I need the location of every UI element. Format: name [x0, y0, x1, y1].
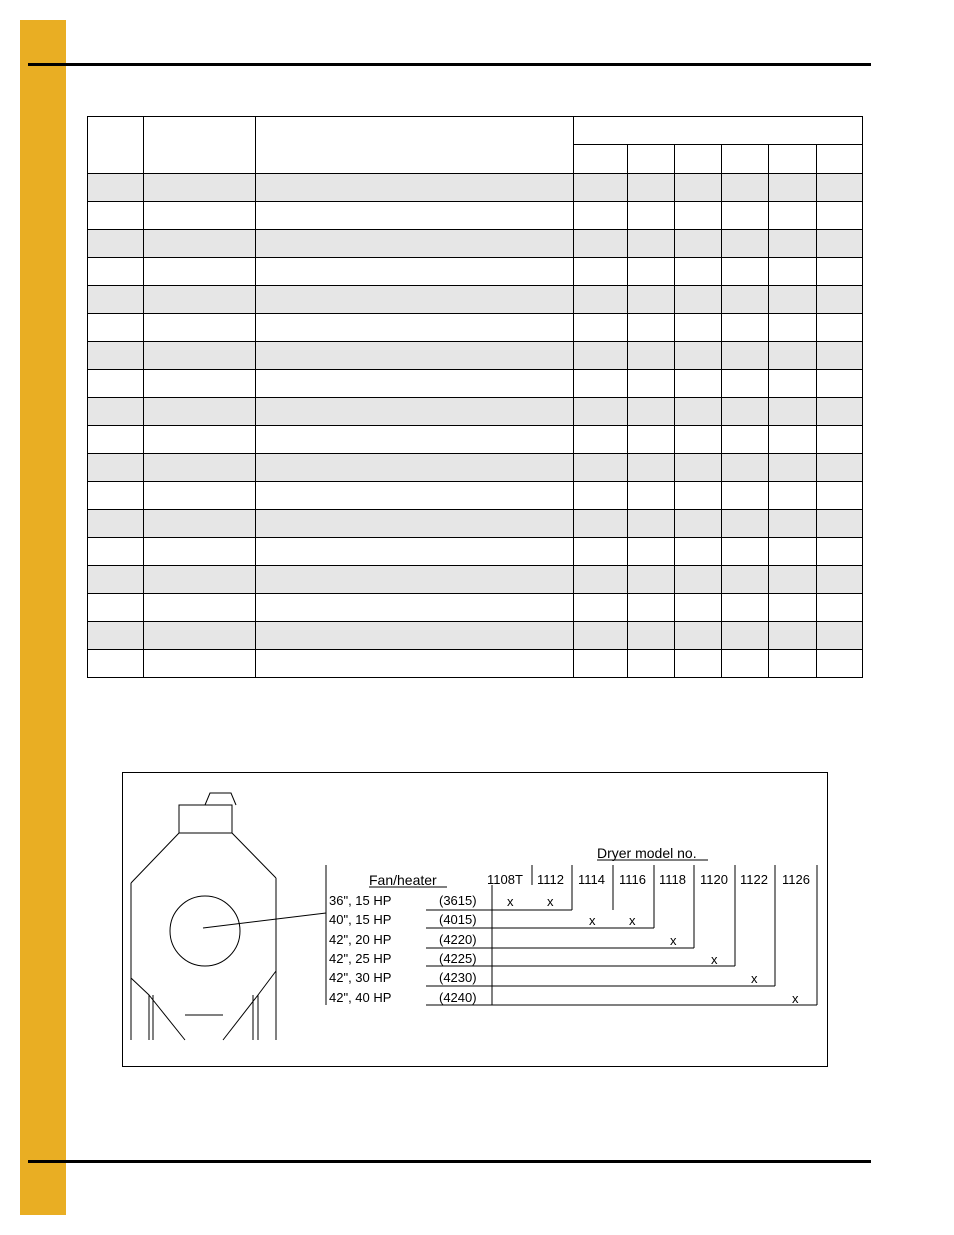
table-cell: [574, 538, 628, 566]
table-row: [88, 454, 863, 482]
table-cell: [88, 314, 144, 342]
table-cell: [817, 426, 863, 454]
table-cell: [144, 622, 256, 650]
table-cell: [769, 482, 817, 510]
table-row: [88, 258, 863, 286]
table-cell: [722, 594, 769, 622]
table-cell: [722, 538, 769, 566]
table-cell: [144, 174, 256, 202]
table-cell: [256, 398, 574, 426]
table-cell: [769, 258, 817, 286]
table-cell: [722, 370, 769, 398]
models-group-header: [574, 117, 863, 145]
model-number: 1118: [659, 872, 686, 887]
table-cell: [675, 650, 722, 678]
table-cell: [88, 202, 144, 230]
table-cell: [675, 202, 722, 230]
fan-code: (3615): [439, 893, 477, 908]
table-row: [88, 230, 863, 258]
table-cell: [628, 370, 675, 398]
table-cell: [722, 286, 769, 314]
footer-rule: [28, 1160, 871, 1163]
dryer-illustration: [131, 793, 326, 1040]
table-cell: [769, 286, 817, 314]
table-cell: [628, 174, 675, 202]
table-row: [88, 342, 863, 370]
model-column-header: [628, 145, 675, 174]
table-cell: [144, 426, 256, 454]
compat-mark: x: [547, 894, 554, 909]
table-cell: [628, 426, 675, 454]
table-cell: [769, 454, 817, 482]
table-cell: [144, 566, 256, 594]
table-cell: [256, 230, 574, 258]
model-number: 1114: [578, 872, 605, 887]
model-column-header: [769, 145, 817, 174]
table-cell: [769, 398, 817, 426]
table-cell: [769, 622, 817, 650]
table-cell: [256, 314, 574, 342]
table-cell: [817, 510, 863, 538]
table-cell: [769, 538, 817, 566]
table-cell: [256, 174, 574, 202]
fan-code: (4015): [439, 912, 477, 927]
table-cell: [574, 510, 628, 538]
table-cell: [628, 454, 675, 482]
table-cell: [144, 538, 256, 566]
table-cell: [574, 566, 628, 594]
table-cell: [574, 230, 628, 258]
table-cell: [144, 594, 256, 622]
table-row: [88, 370, 863, 398]
table-cell: [256, 482, 574, 510]
table-cell: [769, 650, 817, 678]
table-cell: [88, 482, 144, 510]
table-cell: [675, 370, 722, 398]
fan-size-label: 42", 20 HP: [329, 932, 392, 947]
table-cell: [817, 230, 863, 258]
table-row: [88, 426, 863, 454]
table-cell: [574, 342, 628, 370]
table-cell: [722, 566, 769, 594]
table-cell: [144, 510, 256, 538]
table-cell: [675, 174, 722, 202]
page-side-bar: [20, 20, 66, 1215]
model-number: 1122: [740, 872, 768, 887]
compat-mark: x: [711, 952, 718, 967]
compat-mark: x: [507, 894, 514, 909]
fan-heater-heading: Fan/heater: [369, 872, 437, 888]
table-cell: [769, 566, 817, 594]
table-cell: [628, 286, 675, 314]
table-cell: [675, 566, 722, 594]
diagram-svg: [123, 773, 829, 1068]
fan-circle: [170, 896, 240, 966]
fan-size-label: 42", 30 HP: [329, 970, 392, 985]
table-cell: [769, 230, 817, 258]
table-cell: [574, 398, 628, 426]
table-cell: [628, 202, 675, 230]
table-cell: [817, 622, 863, 650]
table-cell: [769, 370, 817, 398]
table-cell: [628, 258, 675, 286]
model-number: 1112: [537, 872, 564, 887]
table-cell: [144, 314, 256, 342]
table-cell: [628, 230, 675, 258]
table-cell: [574, 258, 628, 286]
table-cell: [817, 566, 863, 594]
table-cell: [574, 174, 628, 202]
table-cell: [722, 510, 769, 538]
description-header: [256, 117, 574, 174]
table-cell: [574, 622, 628, 650]
table-cell: [628, 314, 675, 342]
table-cell: [574, 650, 628, 678]
leader-line: [203, 913, 326, 928]
table-cell: [769, 594, 817, 622]
table-cell: [628, 650, 675, 678]
table-row: [88, 314, 863, 342]
table-cell: [769, 174, 817, 202]
table-cell: [574, 454, 628, 482]
model-number: 1126: [782, 872, 810, 887]
table-cell: [628, 342, 675, 370]
table-cell: [88, 426, 144, 454]
table-cell: [675, 510, 722, 538]
table-cell: [722, 454, 769, 482]
table-cell: [574, 594, 628, 622]
table-cell: [574, 314, 628, 342]
table-cell: [675, 594, 722, 622]
table-cell: [628, 538, 675, 566]
table-cell: [628, 622, 675, 650]
table-cell: [144, 230, 256, 258]
parts-table: [87, 116, 863, 678]
table-cell: [256, 202, 574, 230]
table-cell: [675, 258, 722, 286]
table-cell: [722, 398, 769, 426]
table-cell: [675, 538, 722, 566]
fan-code: (4220): [439, 932, 477, 947]
table-cell: [88, 538, 144, 566]
table-cell: [574, 370, 628, 398]
table-cell: [256, 286, 574, 314]
table-cell: [88, 342, 144, 370]
model-column-header: [722, 145, 769, 174]
table-cell: [144, 482, 256, 510]
table-cell: [675, 398, 722, 426]
table-cell: [817, 258, 863, 286]
table-cell: [144, 650, 256, 678]
table-cell: [769, 342, 817, 370]
table-cell: [256, 566, 574, 594]
ref-header: [88, 117, 144, 174]
table-cell: [256, 370, 574, 398]
table-cell: [817, 650, 863, 678]
table-row: [88, 174, 863, 202]
fan-size-label: 42", 40 HP: [329, 990, 392, 1005]
header-rule: [28, 63, 871, 66]
table-cell: [817, 398, 863, 426]
table-cell: [144, 342, 256, 370]
table-cell: [817, 454, 863, 482]
table-cell: [675, 230, 722, 258]
table-cell: [144, 202, 256, 230]
table-cell: [722, 230, 769, 258]
table-cell: [722, 650, 769, 678]
table-cell: [144, 258, 256, 286]
table-row: [88, 622, 863, 650]
table-cell: [628, 594, 675, 622]
table-row: [88, 482, 863, 510]
table-cell: [256, 258, 574, 286]
table-cell: [817, 594, 863, 622]
table-row: [88, 538, 863, 566]
compat-mark: x: [751, 971, 758, 986]
table-cell: [628, 482, 675, 510]
table-cell: [722, 314, 769, 342]
table-cell: [675, 314, 722, 342]
table-cell: [675, 286, 722, 314]
table-cell: [769, 314, 817, 342]
table-cell: [675, 482, 722, 510]
table-cell: [88, 622, 144, 650]
table-cell: [628, 566, 675, 594]
table-cell: [722, 342, 769, 370]
table-cell: [88, 566, 144, 594]
table-cell: [88, 650, 144, 678]
table-cell: [675, 622, 722, 650]
table-cell: [256, 426, 574, 454]
table-row: [88, 594, 863, 622]
model-number: 1108T: [487, 872, 523, 887]
part-number-header: [144, 117, 256, 174]
table-cell: [817, 342, 863, 370]
table-cell: [722, 202, 769, 230]
compat-mark: x: [629, 913, 636, 928]
table-cell: [675, 426, 722, 454]
compat-mark: x: [589, 913, 596, 928]
table-cell: [144, 398, 256, 426]
table-cell: [88, 398, 144, 426]
table-cell: [722, 174, 769, 202]
table-row: [88, 286, 863, 314]
model-column-header: [574, 145, 628, 174]
compat-mark: x: [670, 933, 677, 948]
table-cell: [144, 286, 256, 314]
table-cell: [817, 482, 863, 510]
table-cell: [88, 510, 144, 538]
table-cell: [88, 454, 144, 482]
table-cell: [88, 230, 144, 258]
fan-size-label: 42", 25 HP: [329, 951, 392, 966]
table-cell: [144, 370, 256, 398]
table-cell: [817, 174, 863, 202]
table-cell: [88, 258, 144, 286]
table-cell: [817, 314, 863, 342]
table-cell: [256, 622, 574, 650]
table-cell: [88, 174, 144, 202]
table-cell: [574, 202, 628, 230]
table-cell: [256, 594, 574, 622]
table-cell: [769, 510, 817, 538]
table-cell: [722, 482, 769, 510]
table-cell: [88, 370, 144, 398]
table-cell: [769, 202, 817, 230]
table-cell: [144, 454, 256, 482]
model-number: 1120: [700, 872, 728, 887]
table-cell: [722, 426, 769, 454]
fan-code: (4230): [439, 970, 477, 985]
table-cell: [574, 286, 628, 314]
table-cell: [675, 454, 722, 482]
fan-code: (4225): [439, 951, 477, 966]
table-row: [88, 566, 863, 594]
table-row: [88, 510, 863, 538]
table-cell: [88, 286, 144, 314]
table-cell: [574, 482, 628, 510]
table-cell: [628, 398, 675, 426]
table-row: [88, 202, 863, 230]
table-cell: [769, 426, 817, 454]
table-cell: [817, 538, 863, 566]
table-cell: [256, 510, 574, 538]
table-cell: [256, 454, 574, 482]
fan-heater-diagram: [122, 772, 828, 1067]
fan-code: (4240): [439, 990, 477, 1005]
table-cell: [722, 258, 769, 286]
table-cell: [722, 622, 769, 650]
model-column-header: [817, 145, 863, 174]
table-cell: [256, 342, 574, 370]
fan-size-label: 40", 15 HP: [329, 912, 392, 927]
table-cell: [88, 594, 144, 622]
table-cell: [256, 538, 574, 566]
dryer-model-heading: Dryer model no.: [597, 845, 697, 861]
table-cell: [256, 650, 574, 678]
table-cell: [628, 510, 675, 538]
table-cell: [574, 426, 628, 454]
model-column-header: [675, 145, 722, 174]
compat-mark: x: [792, 991, 799, 1006]
table-cell: [675, 342, 722, 370]
table-row: [88, 398, 863, 426]
table-cell: [817, 370, 863, 398]
table-row: [88, 650, 863, 678]
fan-size-label: 36", 15 HP: [329, 893, 392, 908]
table-header-row: [88, 117, 863, 145]
fan-connector-lines: [426, 885, 817, 1005]
model-number: 1116: [619, 872, 646, 887]
table-cell: [817, 202, 863, 230]
table-cell: [817, 286, 863, 314]
